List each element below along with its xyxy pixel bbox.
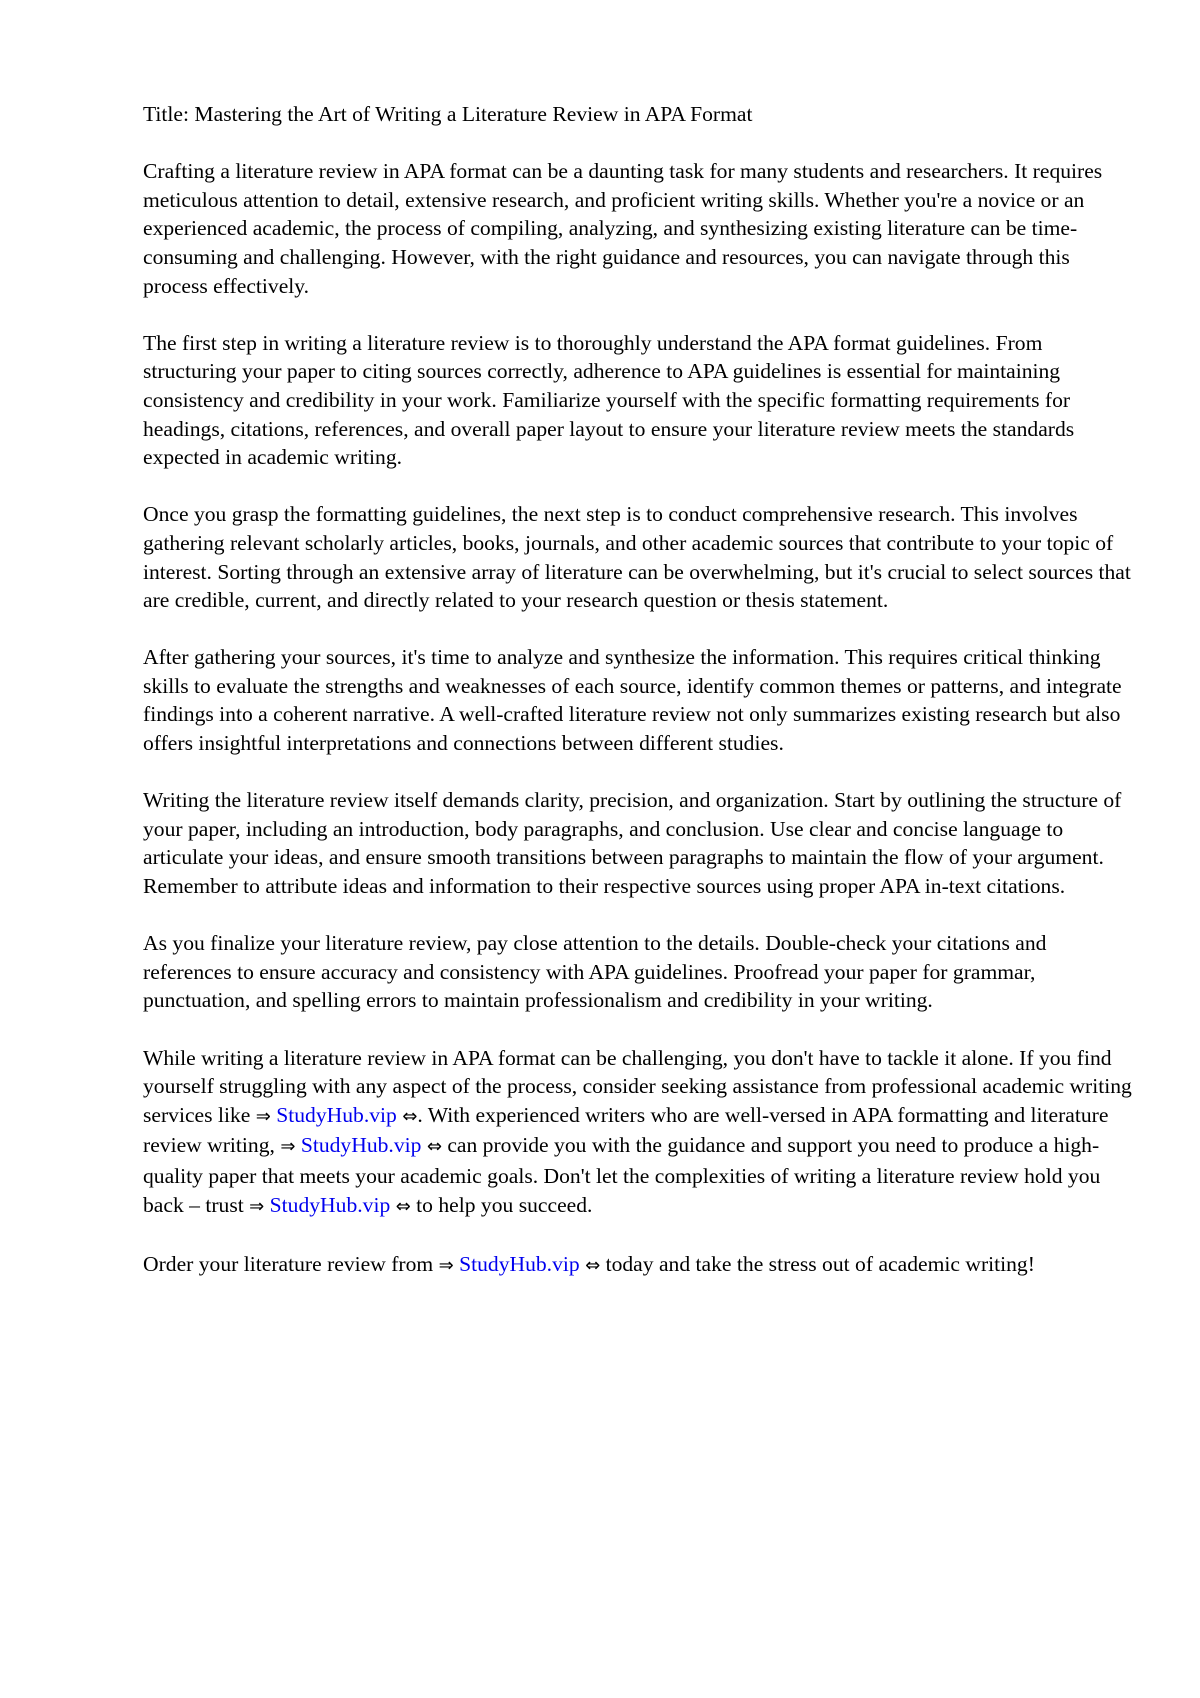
closing-text-1: Order your literature review from: [143, 1251, 439, 1276]
studyhub-link[interactable]: StudyHub.vip: [269, 1192, 391, 1217]
right-arrow-icon: ⇒: [280, 1136, 296, 1158]
promo-text-3: can provide you with the guidance and support you need to produce a high-quality paper that meets your academic goals. Don't let the complexities of writing a literature review hold you back – trust: [143, 1133, 1101, 1217]
studyhub-link[interactable]: StudyHub.vip: [459, 1251, 580, 1276]
paragraph-writing: Writing the literature review itself demands clarity, precision, and organization. Start by outlining the structure of your paper, including an introduction, body paragraphs, and conclusion. Use clear and concise language to articulate your ideas, and ensure smooth transitions between paragraphs to maintain the flow of your argument. Remember to attribute ideas and information to their respective sources using proper APA in-text citations.: [143, 788, 1122, 899]
paragraph-closing: [143, 1250, 1138, 1281]
right-arrow-icon: ⇒: [438, 1254, 454, 1276]
studyhub-link[interactable]: StudyHub.vip: [276, 1102, 397, 1127]
paragraph-intro: Crafting a literature review in APA format can be a daunting task for many students and researchers. It requires meticulous attention to detail, extensive research, and proficient writing skills. Whether you're a novice or an experienced academic, the process of compiling, analyzing, and synthesizing existing literature can be time-consuming and challenging. However, with the right guidance and resources, you can navigate through this process effectively.: [143, 159, 1103, 298]
studyhub-link[interactable]: StudyHub.vip: [300, 1133, 422, 1158]
paragraph-finalize: As you finalize your literature review, pay close attention to the details. Double-check your citations and references to ensure accuracy and consistency with APA guidelines. Proofread your paper for grammar, punctuation, and spelling errors to maintain professionalism and credibility in your writing.: [143, 931, 1047, 1013]
right-arrow-icon: ⇒: [249, 1195, 265, 1217]
paragraph-promo: [143, 1044, 1138, 1222]
paragraph-apa-guidelines: The first step in writing a literature review is to thoroughly understand the APA format guidelines. From structuring your paper to citing sources correctly, adherence to APA guidelines is essential for maintaining consistency and credibility in your work. Familiarize yourself with the specific formatting requirements for headings, citations, references, and overall paper layout to ensure your literature review meets the standards expected in academic writing.: [143, 330, 1075, 470]
closing-text-2: today and take the stress out of academic writing!: [600, 1251, 1035, 1276]
left-right-arrow-icon: ⇔: [426, 1136, 442, 1158]
right-arrow-icon: ⇒: [255, 1105, 271, 1127]
document-page: [143, 100, 1138, 1309]
left-right-arrow-icon: ⇔: [402, 1105, 418, 1127]
promo-text-4: to help you succeed.: [410, 1192, 593, 1217]
left-right-arrow-icon: ⇔: [395, 1195, 411, 1217]
promo-text-2: . With experienced writers who are well-versed in APA formatting and literature review writing,: [143, 1102, 1109, 1158]
left-right-arrow-icon: ⇔: [585, 1254, 601, 1276]
paragraph-research: Once you grasp the formatting guidelines, the next step is to conduct comprehensive research. This involves gathering relevant scholarly articles, books, journals, and other academic sources that contribute to your topic of interest. Sorting through an extensive array of literature can be overwhelming, but it's crucial to select sources that are credible, current, and directly related to your research question or thesis statement.: [143, 502, 1131, 613]
paragraph-analysis: After gathering your sources, it's time to analyze and synthesize the information. This requires critical thinking skills to evaluate the strengths and weaknesses of each source, identify common themes or patterns, and integrate findings into a coherent narrative. A well-crafted literature review not only summarizes existing research but also offers insightful interpretations and connections between different studies.: [143, 645, 1122, 756]
document-title: Title: Mastering the Art of Writing a Literature Review in APA Format: [143, 102, 753, 126]
promo-text-1: While writing a literature review in APA format can be challenging, you don't have to tackle it alone. If you find yourself struggling with any aspect of the process, consider seeking assistance from professional academic writing services like: [143, 1045, 1132, 1127]
